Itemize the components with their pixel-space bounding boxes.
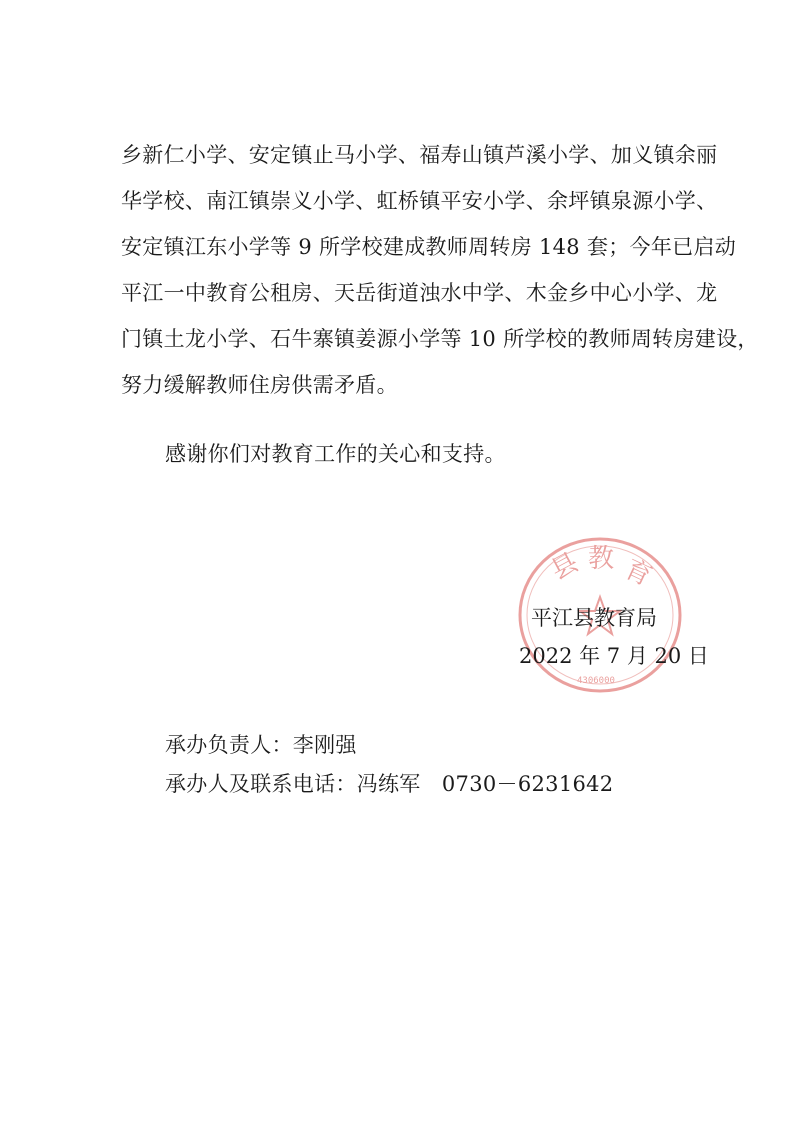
svg-text:教: 教: [588, 544, 615, 574]
svg-text:4306000: 4306000: [577, 676, 615, 686]
body-line-5: 门镇土龙小学、石牛寨镇姜源小学等 10 所学校的教师周转房建设，: [121, 327, 759, 351]
thanks-paragraph: 感谢你们对教育工作的关心和支持。: [165, 442, 506, 466]
body-line-1: 乡新仁小学、安定镇止马小学、福寿山镇芦溪小学、加义镇余丽: [121, 143, 718, 167]
body-line-6: 努力缓解教师住房供需矛盾。: [121, 373, 398, 397]
body-line-3: 安定镇江东小学等 9 所学校建成教师周转房 148 套；今年已启动: [121, 235, 737, 259]
svg-text:育: 育: [620, 554, 657, 593]
contact-handler-phone: 承办人及联系电话：冯练军 0730－6231642: [165, 772, 614, 796]
body-line-2: 华学校、南江镇崇义小学、虹桥镇平安小学、余坪镇泉源小学、: [121, 189, 718, 213]
signature-date: 2022 年 7 月 20 日: [519, 644, 709, 668]
svg-text:县: 县: [546, 547, 584, 587]
contact-responsible: 承办负责人：李刚强: [165, 733, 357, 757]
signature-organization: 平江县教育局: [531, 606, 657, 630]
body-line-4: 平江一中教育公租房、天岳街道浊水中学、木金乡中心小学、龙: [121, 281, 718, 305]
